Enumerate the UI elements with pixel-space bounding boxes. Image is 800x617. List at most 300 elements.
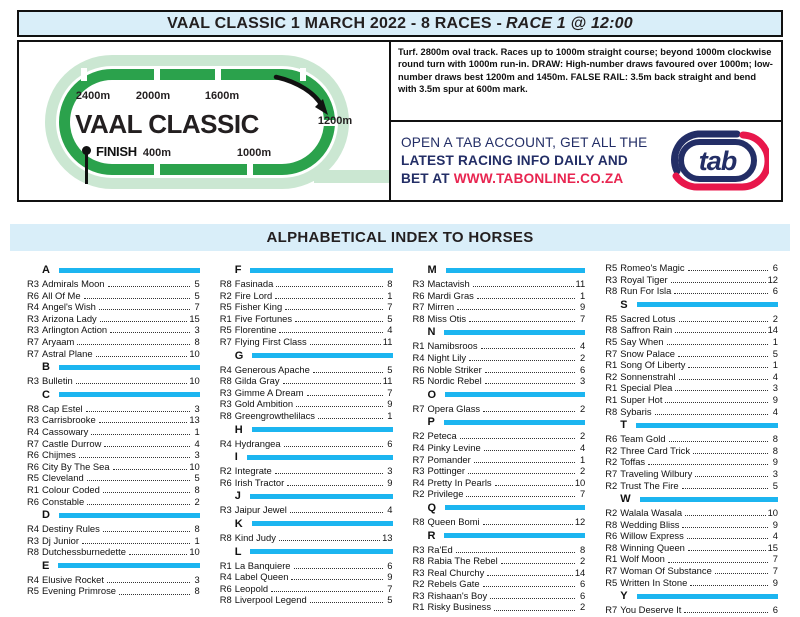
horse-name: Sybaris: [620, 405, 652, 417]
dotted-leader: [96, 356, 188, 357]
race-number: R2: [605, 479, 618, 491]
letter-label: W: [620, 493, 631, 506]
horse-index-entry: [413, 590, 586, 602]
race-number: R3: [219, 398, 232, 410]
letter-heading-w: [605, 493, 778, 505]
race-number: R3: [412, 566, 425, 578]
letter-divider-bar: [59, 513, 200, 518]
horse-index-entry: [27, 523, 200, 535]
letter-divider-bar: [444, 330, 585, 335]
letter-heading-l: [220, 546, 393, 558]
dotted-leader: [665, 402, 768, 403]
race-number: R7: [27, 437, 39, 449]
horse-name: Gold Ambition: [234, 398, 294, 410]
page-number: 8: [194, 335, 200, 347]
horse-index-entry: [27, 313, 200, 325]
dotted-leader: [679, 321, 769, 322]
page-number: 10: [767, 507, 778, 519]
race-number: R3: [412, 589, 425, 601]
horse-name: Cleveland: [42, 472, 84, 484]
page-number: 11: [575, 278, 586, 289]
horse-index-entry: [220, 438, 393, 450]
letter-divider-bar: [247, 455, 393, 460]
dotted-leader: [296, 406, 382, 407]
horse-index-entry: [413, 516, 586, 528]
race-number: R6: [27, 289, 39, 301]
race-number: R7: [27, 335, 39, 347]
dotted-leader: [104, 446, 189, 447]
dotted-leader: [715, 573, 768, 574]
race-number: R5: [27, 585, 39, 597]
horse-name: Miss Otis: [427, 312, 467, 324]
race-number: R1: [412, 340, 425, 352]
page-number: 9: [772, 576, 778, 588]
horse-name: Pretty In Pearls: [427, 476, 492, 488]
race-number: R6: [27, 449, 39, 461]
letter-divider-bar: [637, 594, 778, 599]
horse-name: Five Fortunes: [234, 312, 293, 324]
race-number: R1: [219, 559, 232, 571]
horse-name: Team Gold: [620, 433, 666, 445]
index-column: [27, 262, 200, 616]
horse-name: Say When: [620, 335, 664, 347]
horse-name: Three Card Trick: [620, 444, 691, 456]
dotted-leader: [678, 356, 768, 357]
page-number: 3: [194, 449, 200, 461]
page-number: 14: [767, 324, 778, 336]
dotted-leader: [695, 476, 768, 477]
page-number: 6: [580, 578, 586, 590]
page-number: 8: [387, 278, 393, 289]
letter-label: E: [42, 559, 50, 572]
page-number: 9: [387, 571, 393, 583]
page-number: 3: [580, 375, 586, 387]
horse-name: Woman Of Substance: [620, 565, 712, 577]
page-number: 2: [580, 351, 586, 363]
horse-index-entry: [413, 403, 586, 415]
horse-index-entry: [605, 456, 778, 468]
horse-index-entry: [27, 496, 200, 508]
page-number: 13: [382, 531, 393, 543]
horse-index-entry: [220, 336, 393, 348]
race-number: R7: [412, 453, 425, 465]
horse-index-entry: [220, 594, 393, 606]
page-number: 8: [194, 585, 200, 597]
horse-name: Flying First Class: [234, 335, 307, 347]
page-number: 5: [772, 479, 778, 491]
dotted-leader: [295, 321, 382, 322]
horse-index-entry: [27, 324, 200, 336]
horse-name: Admirals Moon: [42, 278, 105, 289]
dotted-leader: [287, 485, 382, 486]
dotted-leader: [487, 575, 573, 576]
horse-index-entry: [413, 555, 586, 567]
horse-name: Willow Express: [620, 530, 684, 542]
page-number: 7: [387, 301, 393, 313]
dotted-leader: [655, 414, 768, 415]
dotted-leader: [456, 552, 576, 553]
dotted-leader: [483, 411, 575, 412]
horse-name: Greengrowthelilacs: [234, 409, 315, 421]
horse-index-entry: [413, 578, 586, 590]
race-number: R8: [412, 555, 425, 567]
horse-name: Sonnenstrahl: [620, 370, 676, 382]
horse-name: Opera Glass: [427, 402, 481, 414]
horse-name: Fire Lord: [234, 289, 273, 301]
race-number: R2: [605, 444, 618, 456]
horse-index-entry: [605, 468, 778, 480]
dotted-leader: [77, 344, 189, 345]
horse-index-entry: [220, 324, 393, 336]
dotted-leader: [684, 612, 768, 613]
dotted-leader: [103, 531, 190, 532]
race-number: R6: [27, 495, 39, 507]
dotted-leader: [99, 422, 188, 423]
horse-name: Nordic Rebel: [427, 375, 482, 387]
horse-name: Privilege: [427, 488, 464, 500]
letter-label: K: [234, 517, 243, 530]
dotted-leader: [682, 527, 768, 528]
horse-name: Cap Estel: [42, 402, 83, 414]
horse-index-entry: [220, 301, 393, 313]
dotted-leader: [468, 473, 575, 474]
race-number: R6: [219, 582, 232, 594]
letter-divider-bar: [444, 533, 585, 538]
race-number: R8: [605, 518, 618, 530]
horse-name: You Deserve It: [620, 604, 682, 616]
dotted-leader: [79, 457, 190, 458]
page-number: 8: [772, 444, 778, 456]
letter-label: A: [42, 264, 50, 276]
race-number: R5: [27, 472, 39, 484]
ad-line-3: [401, 170, 647, 188]
horse-index-entry: [27, 414, 200, 426]
letter-label: T: [620, 419, 627, 432]
dotted-leader: [279, 540, 380, 541]
page-number: 5: [387, 312, 393, 324]
horse-index-entry: [220, 560, 393, 572]
race-number: R5: [219, 324, 232, 336]
dotted-leader: [483, 524, 573, 525]
dotted-leader: [494, 610, 575, 611]
horse-name: Fasinada: [234, 278, 274, 289]
letter-heading-f: [220, 264, 393, 276]
distance-marker-1000m: 1000m: [236, 147, 272, 159]
index-title-banner: [10, 224, 790, 251]
horse-name: Aryaam: [42, 335, 75, 347]
letter-label: O: [427, 388, 437, 401]
race-number: R3: [605, 273, 618, 285]
dotted-leader: [474, 462, 575, 463]
race-number: R2: [219, 465, 232, 477]
race-number: R1: [605, 553, 618, 565]
dotted-leader: [110, 332, 190, 333]
page-number: 1: [194, 425, 200, 437]
horse-index-entry: [220, 477, 393, 489]
horse-name: City By The Sea: [42, 460, 110, 472]
dotted-leader: [310, 344, 381, 345]
right-column: [391, 42, 781, 200]
horse-index-entry: [27, 426, 200, 438]
page-number: 15: [767, 541, 778, 553]
race-number: R6: [412, 289, 425, 301]
letter-heading-r: [413, 530, 586, 542]
horse-name: Evening Primrose: [42, 585, 116, 597]
tabonline-url-link[interactable]: WWW.TABONLINE.CO.ZA: [453, 170, 624, 186]
race-number: R4: [219, 571, 232, 583]
dotted-leader: [693, 453, 768, 454]
dotted-leader: [490, 598, 575, 599]
horse-name: Fisher King: [234, 301, 283, 313]
letter-divider-bar: [252, 427, 393, 432]
horse-index-entry: [27, 535, 200, 547]
race-number: R5: [605, 312, 618, 324]
track-diagram: [19, 42, 391, 200]
horse-index-entry: [413, 340, 586, 352]
letter-label: R: [427, 529, 436, 542]
race-number: R7: [412, 301, 425, 313]
letter-heading-o: [413, 389, 586, 401]
horse-index-entry: [27, 290, 200, 302]
letter-divider-bar: [59, 365, 200, 370]
rail-gap: [247, 163, 253, 176]
horse-index-entry: [27, 278, 200, 290]
dotted-leader: [285, 309, 382, 310]
dotted-leader: [313, 372, 383, 373]
race-number: R5: [412, 375, 425, 387]
horse-index-entry: [413, 488, 586, 500]
horse-name: Night Lily: [427, 351, 467, 363]
dotted-leader: [108, 286, 190, 287]
page-number: 1: [387, 289, 393, 301]
letter-divider-bar: [59, 392, 200, 397]
horse-name: Hydrangea: [234, 437, 281, 449]
dotted-leader: [483, 586, 576, 587]
horse-index-entry: [220, 364, 393, 376]
race-number: R3: [412, 543, 425, 555]
race-number: R3: [219, 386, 232, 398]
horse-index-entry: [605, 371, 778, 383]
race-number: R5: [605, 262, 618, 273]
dotted-leader: [495, 485, 573, 486]
page-number: 7: [580, 488, 586, 500]
horse-name: Winning Queen: [620, 541, 685, 553]
race-number: R4: [27, 301, 39, 313]
index-column: [220, 262, 393, 616]
horse-index-entry: [605, 530, 778, 542]
dotted-leader: [477, 298, 575, 299]
horse-index-entry: [605, 359, 778, 371]
page-number: 13: [189, 414, 200, 426]
horse-name: Gimme A Dream: [234, 386, 304, 398]
race-number: R5: [219, 301, 232, 313]
letter-heading-i: [220, 451, 393, 463]
dotted-leader: [501, 563, 576, 564]
race-number: R8: [412, 515, 425, 527]
horse-name: Queen Bomi: [427, 515, 480, 527]
horse-name: Traveling Wilbury: [620, 467, 693, 479]
rail-gap: [154, 163, 160, 176]
letter-label: H: [234, 423, 243, 436]
race-number: R7: [605, 467, 618, 479]
horse-name: Dutchessburnedette: [42, 546, 126, 558]
letter-divider-bar: [252, 521, 393, 526]
letter-label: B: [42, 361, 50, 374]
dotted-leader: [284, 446, 383, 447]
horse-index-entry: [27, 546, 200, 558]
horse-name: Saffron Rain: [620, 324, 673, 336]
horse-index-entry: [605, 313, 778, 325]
horse-name: Castle Durrow: [42, 437, 102, 449]
race-number: R8: [27, 402, 39, 414]
page-number: 6: [580, 363, 586, 375]
direction-arrow-icon: [272, 72, 334, 118]
page-number: 14: [574, 566, 586, 578]
letter-heading-e: [27, 560, 200, 572]
dotted-leader: [283, 383, 381, 384]
race-number: R2: [605, 507, 618, 519]
horse-name: Colour Coded: [42, 483, 100, 495]
letter-heading-p: [413, 416, 586, 428]
letter-divider-bar: [637, 302, 778, 307]
horse-name: Peteca: [427, 430, 457, 442]
horse-index-entry: [220, 290, 393, 302]
race-number: R8: [219, 375, 232, 387]
race-number: R3: [412, 465, 425, 477]
tab-advert-text: [401, 134, 647, 188]
horse-index-entry: [27, 574, 200, 586]
letter-label: P: [427, 416, 435, 429]
race-number: R4: [412, 476, 425, 488]
page-number: 3: [387, 465, 393, 477]
tab-logo-text: tab: [698, 146, 737, 176]
dotted-leader: [481, 348, 576, 349]
horse-name: Trust The Fire: [620, 479, 679, 491]
letter-divider-bar: [250, 268, 392, 273]
horse-index-entry: [27, 348, 200, 360]
horse-name: Wolf Moon: [620, 553, 665, 565]
page-number: 4: [580, 441, 586, 453]
race-number: R3: [412, 278, 425, 289]
horse-index-entry: [605, 336, 778, 348]
horse-index-entry: [605, 433, 778, 445]
letter-divider-bar: [445, 505, 585, 510]
race-number: R8: [605, 405, 618, 417]
horse-name: Romeo's Magic: [620, 262, 685, 273]
letter-label: D: [42, 509, 50, 522]
page-number: 6: [387, 437, 393, 449]
letter-heading-n: [413, 326, 586, 338]
letter-heading-m: [413, 264, 586, 276]
index-column: [413, 262, 586, 616]
page-number: 7: [387, 386, 393, 398]
horse-index-entry: [605, 604, 778, 616]
horse-index-entry: [605, 519, 778, 531]
letter-heading-y: [605, 590, 778, 602]
horse-index-entry: [413, 544, 586, 556]
dotted-leader: [648, 464, 768, 465]
horse-index-entry: [220, 387, 393, 399]
horse-name: Rebels Gate: [427, 578, 480, 590]
race-number: R2: [605, 370, 618, 382]
horse-index-entry: [220, 410, 393, 422]
letter-divider-bar: [640, 497, 778, 502]
horse-name: Ra'Ed: [427, 543, 453, 555]
horse-index-entry: [605, 577, 778, 589]
page-number: 6: [772, 285, 778, 297]
race-number: R7: [605, 565, 618, 577]
race-number: R3: [219, 504, 232, 516]
letter-divider-bar: [59, 268, 200, 273]
page-number: 1: [194, 534, 200, 546]
horse-name: Dj Junior: [42, 534, 79, 546]
distance-marker-2400m: 2400m: [75, 90, 111, 102]
horse-index-entry: [413, 465, 586, 477]
page-number: 11: [382, 335, 393, 347]
rail-gap: [215, 68, 221, 81]
race-number: R4: [412, 351, 425, 363]
race-number: R2: [412, 430, 425, 442]
page-number: 8: [194, 483, 200, 495]
horse-index-entry: [605, 480, 778, 492]
finish-label: FINISH: [96, 144, 137, 159]
horse-name: Angel's Wish: [42, 301, 96, 313]
race-number: R6: [219, 476, 232, 488]
distance-marker-1600m: 1600m: [204, 90, 240, 102]
race-number: R1: [27, 483, 39, 495]
letter-divider-bar: [445, 392, 585, 397]
horse-name: Written In Stone: [620, 576, 688, 588]
letter-divider-bar: [250, 494, 393, 499]
race-number: R8: [605, 541, 618, 553]
page-number: 9: [580, 301, 586, 313]
page-number: 6: [772, 604, 778, 616]
race-number: R4: [27, 573, 39, 585]
dotted-leader: [294, 568, 383, 569]
track-name: VAAL CLASSIC: [75, 109, 259, 139]
dotted-leader: [688, 270, 768, 271]
page-number: 5: [194, 278, 200, 289]
horse-name: Risky Business: [427, 601, 492, 613]
horse-name: Pinky Levine: [427, 441, 481, 453]
distance-marker-2000m: 2000m: [135, 90, 171, 102]
horse-name: Royal Tiger: [620, 273, 668, 285]
page-number: 3: [772, 382, 778, 394]
race-number: R7: [605, 347, 618, 359]
page-number: 9: [772, 456, 778, 468]
horse-index-entry: [27, 484, 200, 496]
horse-index-entry: [413, 278, 586, 290]
race-number: R4: [412, 441, 425, 453]
horse-index-entry: [605, 507, 778, 519]
horse-index-entry: [605, 262, 778, 274]
race-number: R3: [27, 324, 39, 336]
track-description: Turf. 2800m oval track. Races up to 1000m straight course; beyond 1000m clockwise round turn with 1000m run-in. DRAW: High-number draws favoured over 1000m; low-number draws best 1200m and 1450m. FALSE RAIL: 3.5m back straight and bend with 3.5m spur at 600m mark.: [391, 42, 781, 122]
page-number: 10: [189, 375, 200, 387]
page-number: 6: [387, 559, 393, 571]
race-number: R3: [27, 414, 39, 426]
letter-divider-bar: [252, 353, 392, 358]
race-number: R8: [605, 324, 618, 336]
horse-index-entry: [605, 394, 778, 406]
race-number: R8: [219, 409, 232, 421]
letter-heading-d: [27, 509, 200, 521]
race-number: R2: [605, 456, 618, 468]
letter-heading-s: [605, 299, 778, 311]
horse-index-entry: [27, 438, 200, 450]
horse-index-entry: [220, 504, 393, 516]
race-meeting-title-bar: [17, 10, 783, 37]
